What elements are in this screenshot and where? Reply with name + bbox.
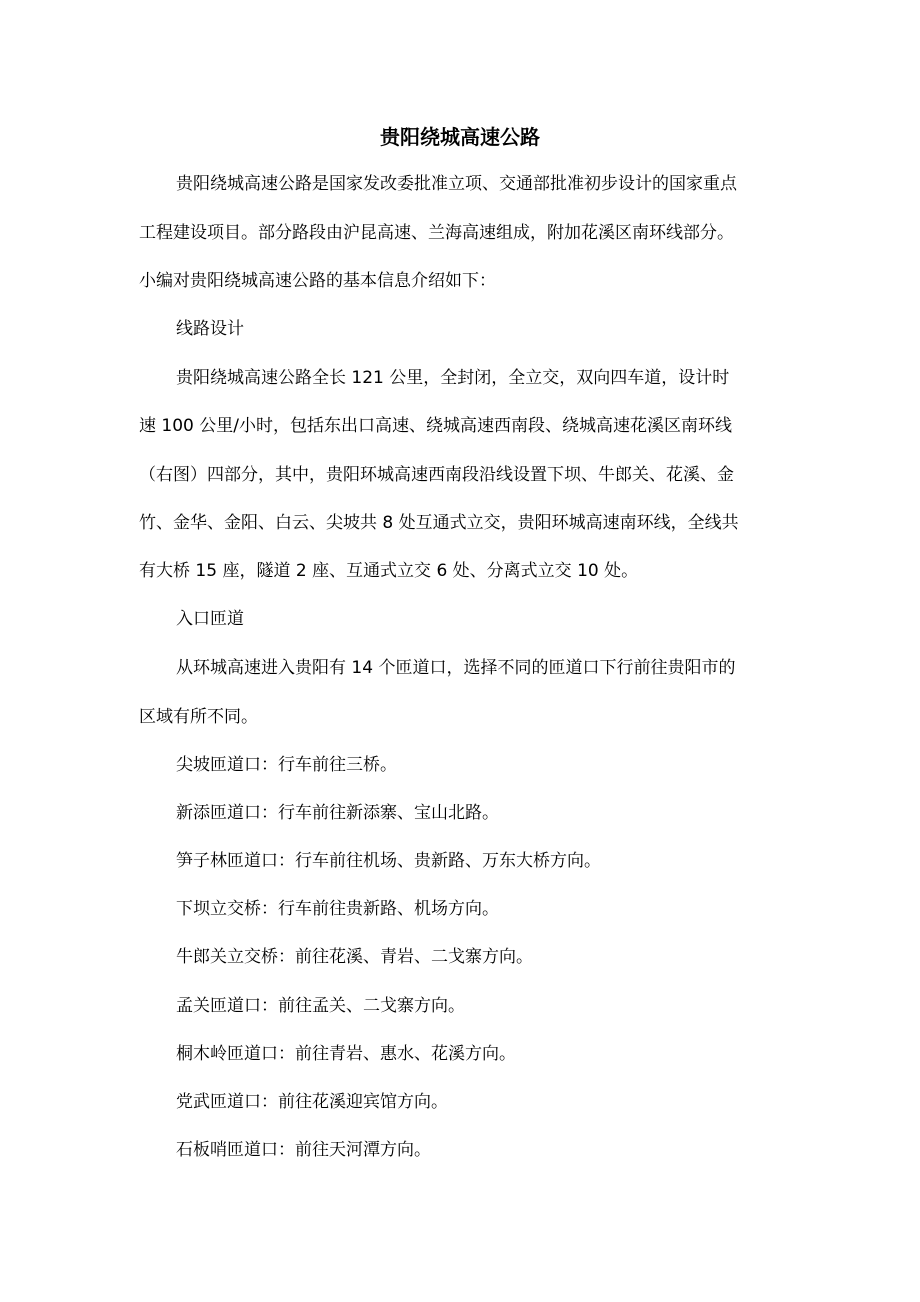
ramp-item-xintian: 新添匝道口：行车前往新添寨、宝山北路。	[176, 803, 499, 823]
ramp-item-dangwu: 党武匝道口：前往花溪迎宾馆方向。	[176, 1092, 448, 1112]
ramp-item-sunzilin: 笋子林匝道口：行车前往机场、贵新路、万东大桥方向。	[176, 851, 601, 871]
paragraph-intro-line-1: 贵阳绕城高速公路是国家发改委批准立项、交通部批准初步设计的国家重点	[176, 174, 737, 194]
paragraph-route-line-5: 有大桥 15 座，隧道 2 座、互通式立交 6 处、分离式立交 10 处。	[139, 561, 639, 581]
paragraph-route-line-1: 贵阳绕城高速公路全长 121 公里，全封闭，全立交，双向四车道，设计时	[176, 368, 730, 388]
ramp-item-shibanshao: 石板哨匝道口：前往天河潭方向。	[176, 1140, 431, 1160]
ramp-item-xiaba: 下坝立交桥：行车前往贵新路、机场方向。	[176, 899, 499, 919]
paragraph-route-line-3: （右图）四部分，其中，贵阳环城高速西南段沿线设置下坝、牛郎关、花溪、金	[139, 465, 734, 485]
paragraph-intro-line-3: 小编对贵阳绕城高速公路的基本信息介绍如下：	[139, 271, 496, 291]
paragraph-ramps-line-1: 从环城高速进入贵阳有 14 个匝道口，选择不同的匝道口下行前往贵阳市的	[176, 658, 736, 678]
paragraph-intro-line-2: 工程建设项目。部分路段由沪昆高速、兰海高速组成，附加花溪区南环线部分。	[139, 223, 734, 243]
paragraph-route-line-4: 竹、金华、金阳、白云、尖坡共 8 处互通式立交，贵阳环城高速南环线，全线共	[139, 513, 739, 533]
section-heading-entry-ramps: 入口匝道	[176, 609, 244, 629]
document-title: 贵阳绕城高速公路	[380, 125, 540, 149]
section-heading-route-design: 线路设计	[176, 319, 244, 339]
ramp-item-jianpo: 尖坡匝道口：行车前往三桥。	[176, 755, 397, 775]
ramp-item-mengguan: 孟关匝道口：前往孟关、二戈寨方向。	[176, 996, 465, 1016]
paragraph-ramps-line-2: 区域有所不同。	[139, 707, 258, 727]
ramp-item-niulangguan: 牛郎关立交桥：前往花溪、青岩、二戈寨方向。	[176, 947, 533, 967]
paragraph-route-line-2: 速 100 公里/小时，包括东出口高速、绕城高速西南段、绕城高速花溪区南环线	[139, 416, 732, 436]
ramp-item-tongmuling: 桐木岭匝道口：前往青岩、惠水、花溪方向。	[176, 1044, 516, 1064]
